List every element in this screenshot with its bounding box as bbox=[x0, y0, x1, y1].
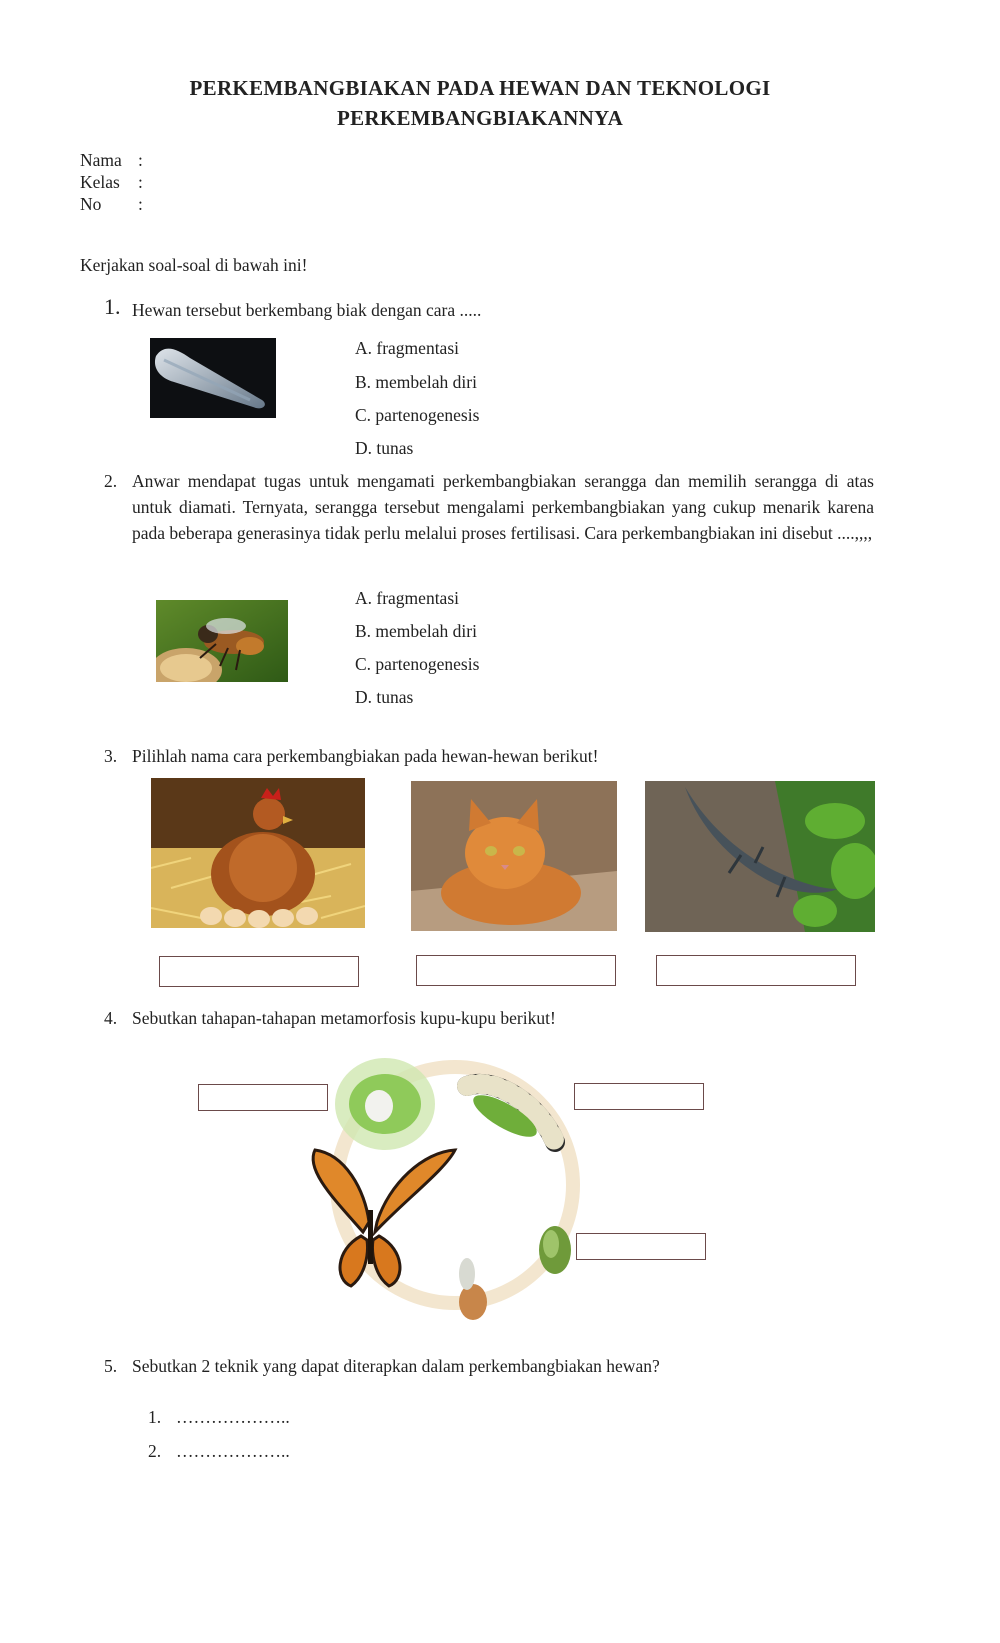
q1-option-a[interactable]: A. fragmentasi bbox=[355, 338, 459, 358]
q5-text: Sebutkan 2 teknik yang dapat diterapkan dalam perkembangbiakan hewan? bbox=[132, 1356, 660, 1376]
q2-option-d[interactable]: D. tunas bbox=[355, 687, 414, 707]
lizard-image bbox=[645, 781, 875, 932]
page-title-line2: PERKEMBANGBIAKANNYA bbox=[336, 106, 624, 130]
planaria-image bbox=[150, 338, 276, 418]
q2-option-a[interactable]: A. fragmentasi bbox=[355, 588, 459, 608]
q3-number: 3. bbox=[104, 746, 118, 766]
hen-image bbox=[151, 778, 365, 928]
q1-option-c[interactable]: C. partenogenesis bbox=[355, 405, 480, 425]
q1-text: Hewan tersebut berkembang biak dengan cara ..... bbox=[132, 300, 482, 320]
q5-number: 5. bbox=[104, 1356, 118, 1376]
q5-answer-2-blank[interactable]: ……………….. bbox=[176, 1441, 290, 1461]
q3-text: Pilihlah nama cara perkembangbiakan pada hewan-hewan berikut! bbox=[132, 746, 599, 766]
caterpillar-answer-box[interactable] bbox=[574, 1083, 704, 1110]
q4-number: 4. bbox=[104, 1008, 118, 1028]
q5-answer-1-number: 1. bbox=[148, 1407, 162, 1427]
q2-text: Anwar mendapat tugas untuk mengamati perkembangbiakan serangga dan memilih serangga di atas untuk diamati. Ternyata, serangga tersebut mengalami perkembangbiakan yang cukup menarik karena pada beberapa generasinya tidak perlu melalui proses fertilisasi. Cara perkembangbiakan ini disebut ....,,,, bbox=[132, 471, 874, 543]
q4-text: Sebutkan tahapan-tahapan metamorfosis kupu-kupu berikut! bbox=[132, 1008, 556, 1028]
cat-image bbox=[411, 781, 617, 931]
nama-colon: : bbox=[138, 150, 143, 170]
q2-option-b[interactable]: B. membelah diri bbox=[355, 621, 477, 641]
bee-image bbox=[156, 600, 288, 682]
pupa-answer-box[interactable] bbox=[576, 1233, 706, 1260]
egg-answer-box[interactable] bbox=[198, 1084, 328, 1111]
lizard-answer-box[interactable] bbox=[656, 955, 856, 986]
q1-number: 1. bbox=[104, 294, 121, 319]
butterfly-lifecycle-diagram bbox=[305, 1050, 605, 1325]
q5-answer-2-number: 2. bbox=[148, 1441, 162, 1461]
page-title-line1: PERKEMBANGBIAKAN PADA HEWAN DAN TEKNOLOGI bbox=[189, 76, 771, 100]
no-label: No bbox=[80, 194, 102, 214]
kelas-label: Kelas bbox=[80, 172, 120, 192]
q5-answer-1-blank[interactable]: ……………….. bbox=[176, 1407, 290, 1427]
cat-answer-box[interactable] bbox=[416, 955, 616, 986]
q2-number: 2. bbox=[104, 471, 118, 491]
kelas-colon: : bbox=[138, 172, 143, 192]
q1-option-b[interactable]: B. membelah diri bbox=[355, 372, 477, 392]
hen-answer-box[interactable] bbox=[159, 956, 359, 987]
instruction: Kerjakan soal-soal di bawah ini! bbox=[80, 255, 308, 275]
no-colon: : bbox=[138, 194, 143, 214]
q2-option-c[interactable]: C. partenogenesis bbox=[355, 654, 480, 674]
nama-label: Nama bbox=[80, 150, 122, 170]
q1-option-d[interactable]: D. tunas bbox=[355, 438, 414, 458]
